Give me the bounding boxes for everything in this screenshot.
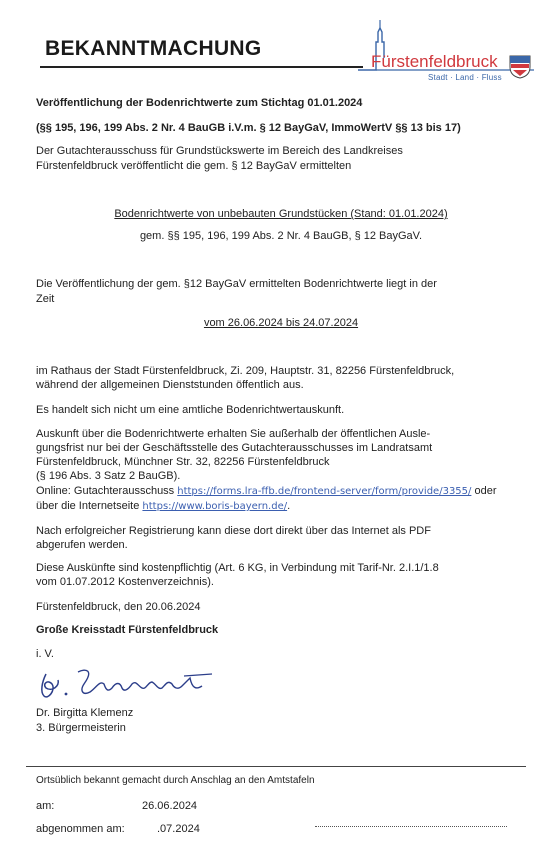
- footer-divider: [26, 766, 526, 767]
- intro-line-1: Der Gutachterausschuss für Grundstückswerte im Bereich des Landkreises: [36, 145, 403, 157]
- registration-line-1: Nach erfolgreicher Registrierung kann diese dort direkt über das Internet als PDF: [36, 525, 431, 537]
- location-line-1: im Rathaus der Stadt Fürstenfeldbruck, Zi. 209, Hauptstr. 31, 82256 Fürstenfeldbruck,: [36, 365, 455, 377]
- subject-title-text: Bodenrichtwerte von unbebauten Grundstücken (Stand: 01.01.2024): [114, 208, 448, 220]
- period-line-2: Zeit: [36, 293, 55, 305]
- publication-heading: Veröffentlichung der Bodenrichtwerte zum Stichtag 01.01.2024: [36, 97, 363, 109]
- legal-basis: (§§ 195, 196, 199 Abs. 2 Nr. 4 BauGB i.V.m. § 12 BayGaV, ImmoWertV §§ 13 bis 17): [36, 122, 461, 134]
- info-boris-line: [36, 499, 526, 514]
- intro-line-2: Fürstenfeldbruck veröffentlicht die gem. § 12 BayGaV ermittelten: [36, 160, 352, 172]
- boris-suffix: .: [287, 500, 291, 512]
- signatory-role: 3. Bürgermeisterin: [36, 722, 126, 734]
- online-prefix: Online: Gutachterausschuss: [36, 485, 175, 497]
- issuing-authority: Große Kreisstadt Fürstenfeldbruck: [36, 624, 219, 636]
- fees-line-2: vom 01.07.2012 Kostenverzeichnis).: [36, 576, 214, 588]
- fees-line-1: Diese Auskünfte sind kostenpflichtig (Art. 6 KG, in Verbindung mit Tarif-Nr. 2.I.1/1.8: [36, 562, 439, 574]
- period-dates-text: vom 26.06.2024 bis 24.07.2024: [203, 317, 359, 329]
- coat-of-arms-icon: [509, 55, 531, 79]
- city-logo: [356, 18, 536, 88]
- gutachterausschuss-link[interactable]: https://forms.lra-ffb.de/frontend-server/form/provide/3355/: [177, 486, 472, 497]
- info-online-line: [36, 484, 526, 499]
- period-line-1: Die Veröffentlichung der gem. §12 BayGaV ermittelten Bodenrichtwerte liegt in der: [36, 278, 437, 290]
- period-dates: [36, 316, 526, 330]
- registration-line-2: abgerufen werden.: [36, 539, 128, 551]
- info-line-3: Fürstenfeldbruck, Münchner Str. 32, 82256 Fürstenfeldbruck: [36, 456, 330, 468]
- location-line-2: während der allgemeinen Dienststunden öffentlich aus.: [36, 379, 304, 391]
- notice: Es handelt sich nicht um eine amtliche Bodenrichtwertauskunft.: [36, 404, 345, 416]
- iv-label: i. V.: [36, 648, 54, 660]
- info-line-1: Auskunft über die Bodenrichtwerte erhalten Sie außerhalb der öffentlichen Ausle-: [36, 428, 431, 440]
- posted-date-value: 26.06.2024: [142, 800, 198, 812]
- subject-basis: gem. §§ 195, 196, 199 Abs. 2 Nr. 4 BauGB, § 12 BayGaV.: [139, 230, 423, 242]
- info-line-2: gungsfrist nur bei der Geschäftsstelle des Gutachterausschusses im Landratsamt: [36, 442, 433, 454]
- signature-line: [315, 826, 507, 827]
- logo-tagline: Stadt · Land · Fluss: [428, 73, 502, 82]
- posting-note: Ortsüblich bekannt gemacht durch Anschlag an den Amtstafeln: [36, 775, 315, 786]
- handwritten-signature: [34, 660, 224, 706]
- subject-title: [36, 207, 526, 221]
- boris-prefix: über die Internetseite: [36, 500, 140, 512]
- place-date: Fürstenfeldbruck, den 20.06.2024: [36, 601, 201, 613]
- boris-bayern-link[interactable]: https://www.boris-bayern.de/: [142, 501, 288, 512]
- title-underline: [40, 66, 363, 68]
- logo-name: Fürstenfeldbruck: [371, 52, 498, 71]
- online-suffix: oder: [474, 485, 497, 497]
- removed-date-label: abgenommen am:: [36, 823, 125, 835]
- document-title: BEKANNTMACHUNG: [45, 37, 262, 60]
- removed-date-value: .07.2024: [157, 823, 200, 835]
- posted-date-label: am:: [36, 800, 55, 812]
- signatory-name: Dr. Birgitta Klemenz: [36, 707, 134, 719]
- info-line-4: (§ 196 Abs. 3 Satz 2 BauGB).: [36, 470, 181, 482]
